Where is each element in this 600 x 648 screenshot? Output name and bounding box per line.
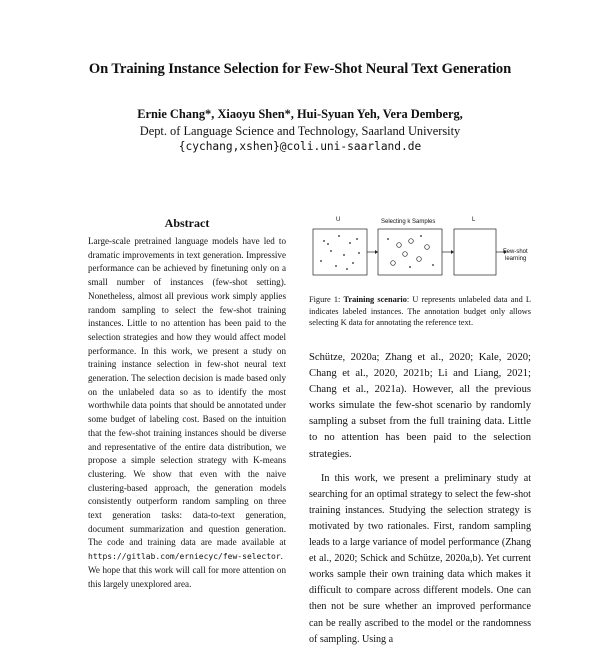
code-link[interactable]: https://gitlab.com/erniecyc/few-selector xyxy=(88,552,281,562)
paper-title: On Training Instance Selection for Few-Shot Neural Text Generation xyxy=(88,61,512,77)
unlabeled-points xyxy=(320,235,360,270)
paper-authors: Ernie Chang*, Xiaoyu Shen*, Hui-Syuan Yeh, Vera Demberg, xyxy=(137,107,463,121)
caption-bold: Training scenario xyxy=(343,295,407,304)
label-labeled: L xyxy=(472,217,476,223)
label-output-2: learning xyxy=(505,256,527,262)
paper-affiliation: Dept. of Language Science and Technology, Saarland University xyxy=(139,124,461,138)
unlabeled-box xyxy=(313,229,367,275)
label-selecting: Selecting k Samples xyxy=(381,219,436,225)
abstract-text xyxy=(88,235,286,591)
figure-1 xyxy=(309,215,531,291)
labeled-box xyxy=(454,229,496,275)
abstract-body: Large-scale pretrained language models have led to dramatic improvements in text generation. Impressive performance can be achieved by finetuning only on a small number of instances (few-shot setting). Nonetheless, almost all previous work simply applies random sampling to select the few-shot training instances. Little to no attention has been paid to the selection strategies and how they would affect model performance. In this work, we present a study on training instance selection in few-shot neural text generation. The selection decision is made based only on the unlabeled data so as to identify the most worthwhile data points that should be annotated under some budget of labeling cost. Based on the intuition that the few-shot training instances should be diverse and representative of the entire data distribution, we propose a simple selection strategy with K-means clustering. We show that even with the naive clustering-based approach, the generation models consistently outperform random sampling on three text generation tasks: data-to-text generation, document summarization and question generation. The code and training data are made available at xyxy=(88,236,286,548)
body-text xyxy=(309,350,531,648)
label-unlabeled: U xyxy=(336,217,341,223)
selected-samples xyxy=(391,239,430,266)
abstract-heading: Abstract xyxy=(164,216,210,230)
figure-diagram xyxy=(309,215,531,291)
paragraph-2: In this work, we present a preliminary study at searching for an optimal strategy to select the few-shot training instances. Studying the selection strategy is motivated by two rationales. First, random sampling leads to a large variance of model performance (Zhang et al., 2020; Schick and Schütze, 2020a,b). Yet current works sample their own training data which makes it difficult to compare across different models. One can then not be sure whether an improved performance can be really ascribed to the model or the randomness of sampling. Using a xyxy=(309,472,531,645)
figure-caption xyxy=(309,294,531,329)
selecting-box xyxy=(378,229,442,275)
abstract-tail: . We hope that this work will call for more attention on this largely unexplored area. xyxy=(88,551,286,589)
paper-email: {cychang,xshen}@coli.uni-saarland.de xyxy=(178,140,422,153)
paragraph-1: Schütze, 2020a; Zhang et al., 2020; Kale, 2020; Chang et al., 2020, 2021b; Li and Liang, 2021; Chang et al., 2021a). However, all the previous works simulate the few-shot scenario by randomly sampling a subset from the full training data. Little to no attention has been paid to the selection strategies. xyxy=(309,352,531,460)
label-output-1: Few-shot xyxy=(503,249,528,255)
caption-prefix: Figure 1: xyxy=(309,295,344,304)
caption-text: : U represents unlabeled data and L indicates labeled instances. The annotation budget only allows selecting K data for annotating the reference text. xyxy=(309,295,531,328)
